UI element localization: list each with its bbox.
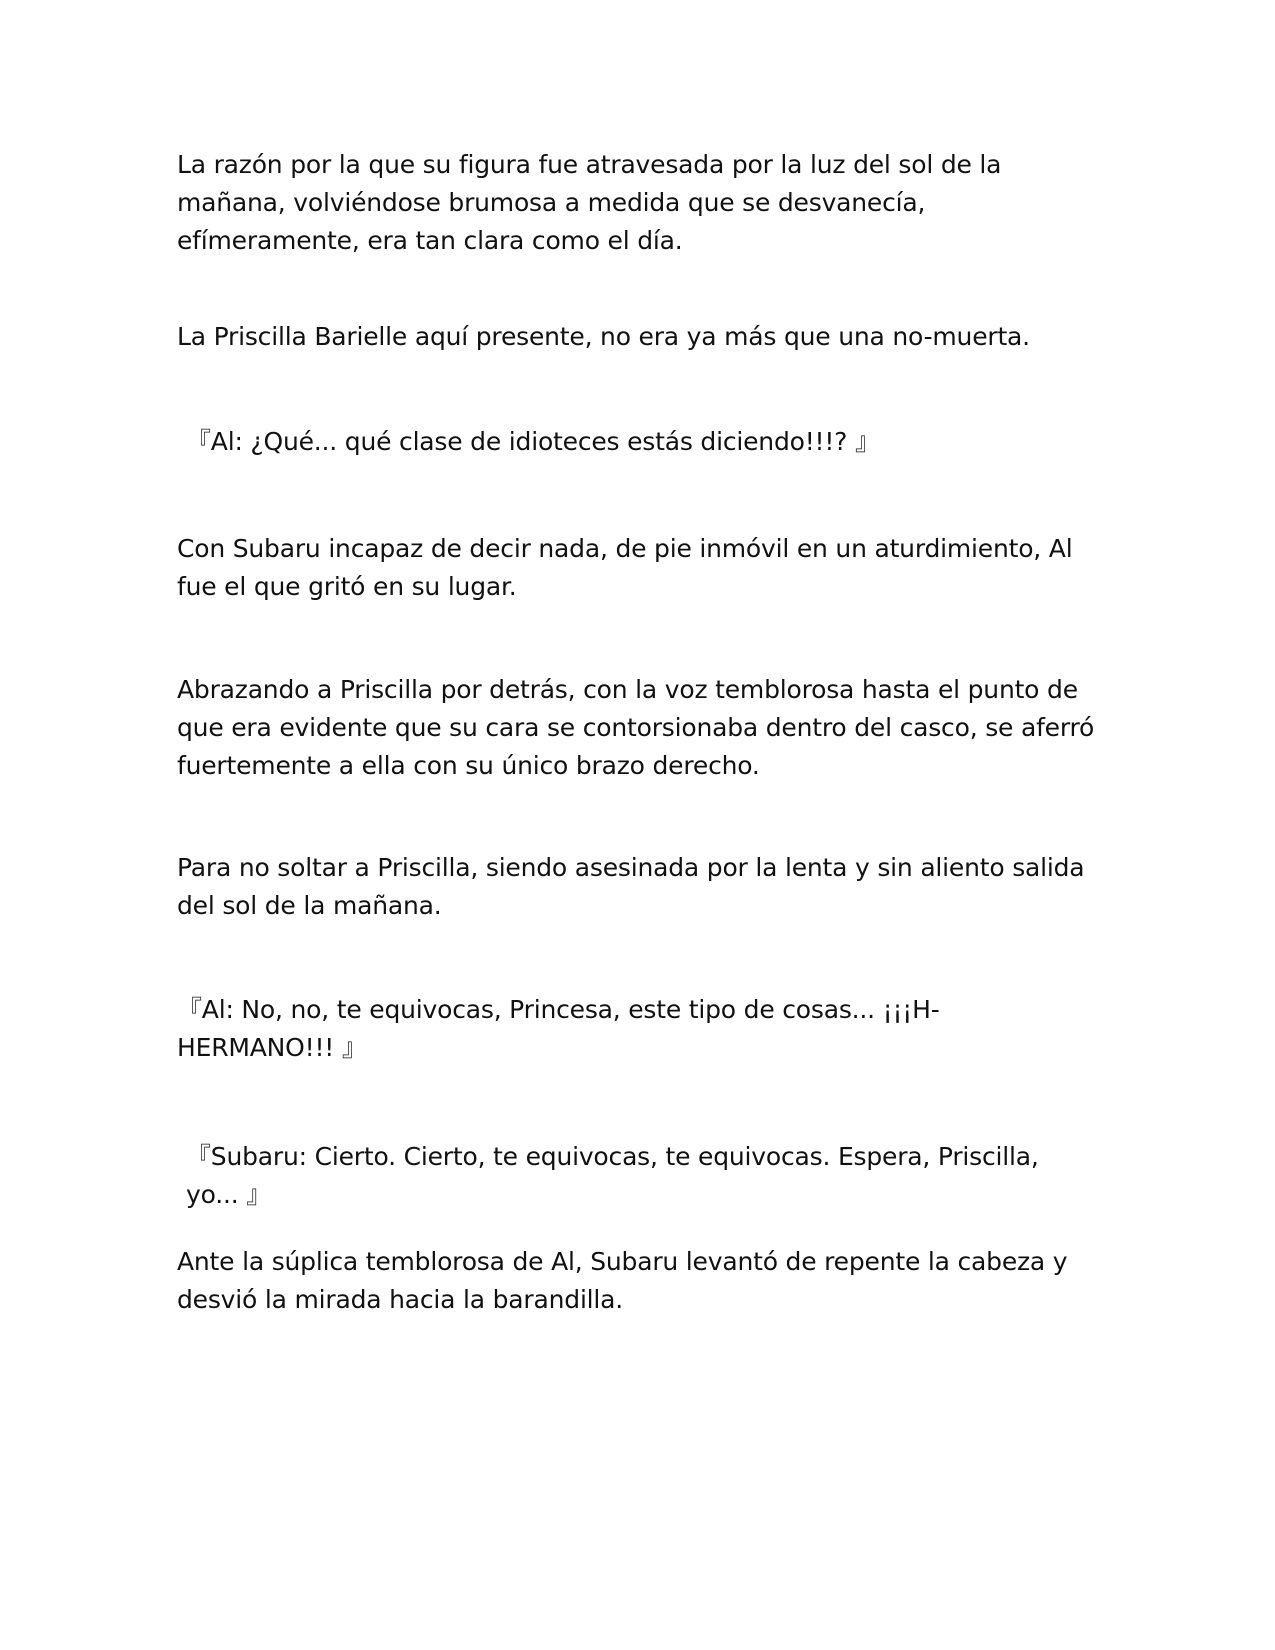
- dialogue-line: 『Subaru: Cierto. Cierto, te equivocas, te equivocas. Espera, Priscilla, yo... 』: [186, 1142, 1039, 1209]
- narration-paragraph: Abrazando a Priscilla por detrás, con la voz temblorosa hasta el punto de que era evidente que su cara se contorsionaba dentro del casco, se aferró fuertemente a ella con su único brazo derecho.: [177, 675, 1095, 780]
- narration-paragraph: La Priscilla Barielle aquí presente, no era ya más que una no-muerta.: [177, 322, 1030, 351]
- narration-paragraph: Ante la súplica temblorosa de Al, Subaru levantó de repente la cabeza y desvió la mirada hacia la barandilla.: [177, 1247, 1068, 1314]
- narration-paragraph: Con Subaru incapaz de decir nada, de pie inmóvil en un aturdimiento, Al fue el que gritó en su lugar.: [177, 534, 1073, 601]
- dialogue-line: 『Al: No, no, te equivocas, Princesa, este tipo de cosas... ¡¡¡H-HERMANO!!! 』: [177, 995, 940, 1062]
- narration-paragraph: Para no soltar a Priscilla, siendo asesinada por la lenta y sin aliento salida del sol de la mañana.: [177, 853, 1085, 920]
- dialogue-line: 『Al: ¿Qué... qué clase de idioteces estás diciendo!!!? 』: [186, 427, 880, 456]
- narration-paragraph: La razón por la que su figura fue atravesada por la luz del sol de la mañana, volviéndose brumosa a medida que se desvanecía, efímeramente, era tan clara como el día.: [177, 150, 1002, 255]
